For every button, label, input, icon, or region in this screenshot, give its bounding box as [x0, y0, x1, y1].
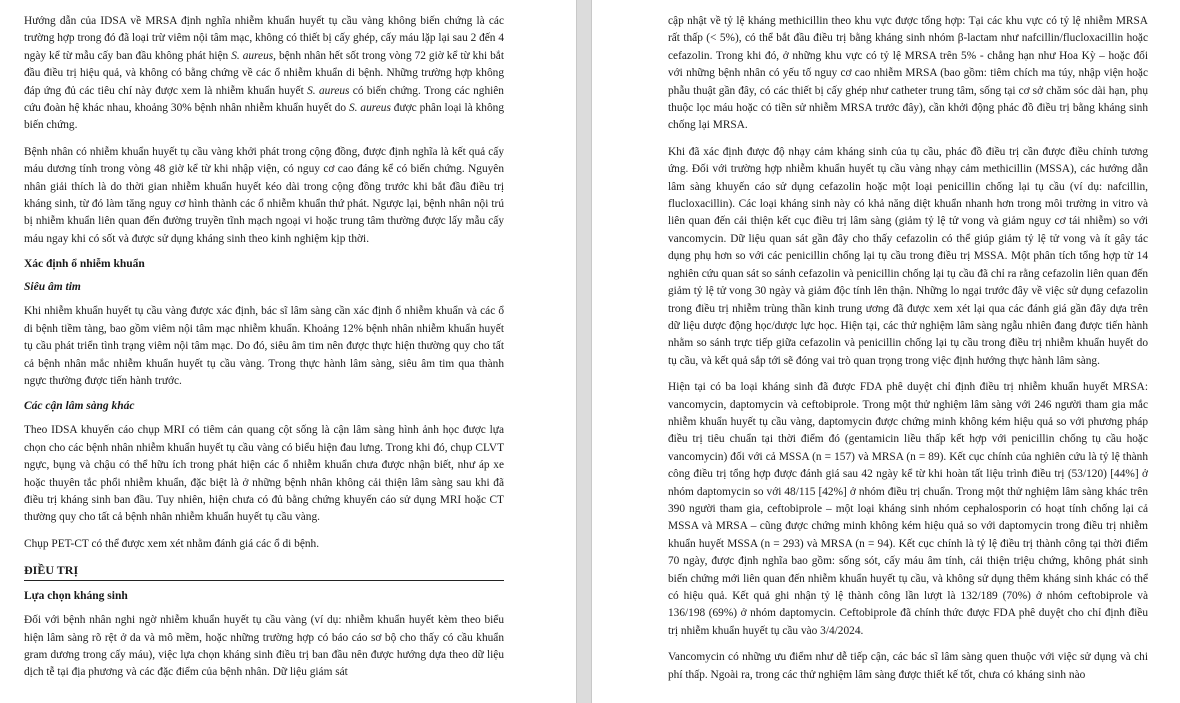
- paragraph-mrsa-antibiotics: Hiện tại có ba loại kháng sinh đã được FDA phê duyệt chỉ định điều trị nhiễm khuẩn huyết MRSA: vancomycin, daptomycin và ceftobiprole. Trong một thử nghiệm lâm sàng với 246 người tham gia mắc nhiễm khuẩn huyết tụ cầu vàng, daptomycin được chứng minh không kém hiệu quả so với phương pháp điều trị tiêu chuẩn tại thời điểm đó (gentamicin liều thấp kết hợp với penicillin chống tụ cầu hoặc vancomycin) đối với cả MSSA (n = 157) và MRSA (n = 89). Kết cục chính của nghiên cứu là tỷ lệ thành công điều trị tổng hợp được đánh giá sau 42 ngày kể từ khi hoàn tất liệu trình điều trị (53/120) [44%] ở nhóm daptomycin so với 48/115 [42%] ở nhóm điều trị chuẩn. Trong một thử nghiệm lâm sàng khác trên 390 người tham gia, ceftobiprole – một loại kháng sinh nhóm cephalosporin có hoạt tính chống lại cả MSSA và MRSA – cũng được chứng minh không kém hiệu quả so với daptomycin trong điều trị nhiễm khuẩn huyết MSSA (n = 293) và MRSA (n = 94). Kết cục chính là tỷ lệ điều trị thành công tại thời điểm 70 ngày, được định nghĩa bao gồm: sống sót, cấy máu âm tính, cải thiện triệu chứng, không phát sinh biến chứng mới liên quan đến nhiễm khuẩn huyết tụ cầu, và không sử dụng thêm kháng sinh khác có thể có hiệu quả. Kết quả ghi nhận tỷ lệ thành công lần lượt là 132/189 (70%) ở nhóm ceftobiprole và 136/198 (69%) ở nhóm daptomycin. Ceftobiprole đã chính thức được FDA phê duyệt cho chỉ định điều trị nhiễm khuẩn huyết tụ cầu vào 3/4/2024.: [668, 381, 1148, 637]
- paragraph-imaging: Theo IDSA khuyến cáo chụp MRI có tiêm cản quang cột sống là cận lâm sàng hình ảnh học được lựa chọn cho các bệnh nhân nhiễm khuẩn huyết tụ cầu vàng có biểu hiện đau lưng. Trong khi đó, chụp CLVT ngực, bụng và chậu có thể hữu ích trong phát hiện các ổ nhiễm khuẩn chưa được nhận biết, như áp xe hoặc thuyên tắc phổi nhiễm khuẩn, đặc biệt là ở những bệnh nhân không cải thiện lâm sàng sau khi đã điều trị kháng sinh ban đầu. Tuy nhiên, hiện chưa có đủ bằng chứng khuyến cáo sử dụng MRI hoặc CT thường quy cho tất cả bệnh nhân nhiễm khuẩn huyết tụ cầu vàng.: [24, 424, 504, 524]
- subheading-other-tests: Các cận lâm sàng khác: [24, 400, 135, 413]
- page-gutter: [576, 0, 592, 703]
- paragraph-pet-ct: Chụp PET-CT có thể được xem xét nhằm đánh giá các ổ di bệnh.: [24, 537, 320, 550]
- paragraph-regional-resistance: cập nhật về tỷ lệ kháng methicillin theo khu vực được tổng hợp: Tại các khu vực có tỷ lệ nhiễm MRSA rất thấp (< 5%), có thể bắt đầu điều trị bằng kháng sinh nhóm β-lactam như nafcillin/flucloxacillin hoặc cefazolin. Trong khi đó, ở những khu vực có tỷ lệ MRSA trên 5% - chẳng hạn như Hoa Kỳ – hoặc đối với những bệnh nhân có yếu tố nguy cơ cao nhiễm MRSA (bao gồm: tiêm chích ma túy, nhập viện hoặc phẫu thuật gần đây, có các thiết bị cấy ghép như catheter trung tâm, sống tại cơ sở chăm sóc dài hạn, phụ thuộc lọc máu hoặc có tiền sử nhiễm MRSA trước đây), cần khởi động phác đồ điều trị bằng kháng sinh chống lại MRSA.: [668, 15, 1148, 132]
- paragraph-echocardiography: Khi nhiễm khuẩn huyết tụ cầu vàng được xác định, bác sĩ lâm sàng cần xác định ổ nhiễm khuẩn và các ổ di bệnh tiềm tàng, bao gồm viêm nội tâm mạc nhiễm khuẩn. Khoảng 12% bệnh nhân nhiễm khuẩn huyết tụ cầu phát triển tình trạng viêm nội tâm mạc. Do đó, siêu âm tim nên được thực hiện thường quy cho tất cả bệnh nhân mắc nhiễm khuẩn huyết tụ cầu vàng. Trong thực hành lâm sàng, siêu âm tim qua thành ngực thường được tiến hành trước.: [24, 305, 504, 387]
- paragraph-community-onset: Bệnh nhân có nhiễm khuẩn huyết tụ cầu vàng khởi phát trong cộng đồng, được định nghĩa là kết quả cấy máu dương tính trong vòng 48 giờ kể từ khi nhập viện, có nguy cơ cao đáng kể có biến chứng. Nguyên nhân giải thích là do thời gian nhiễm khuẩn huyết kéo dài trong cộng đồng trước khi bắt đầu điều trị kháng sinh, từ đó làm tăng nguy cơ hình thành các ổ nhiễm khuẩn thứ phát. Ngược lại, bệnh nhân nội trú bị nhiễm khuẩn liên quan đến đường truyền tĩnh mạch ngoại vi hoặc trung tâm thường được lấy mẫu cấy máu ngay khi có sốt và được sử dụng kháng sinh theo kinh nghiệm kịp thời.: [24, 145, 504, 245]
- subheading-echocardiography: Siêu âm tim: [24, 281, 81, 294]
- paragraph-empiric-therapy: Đối với bệnh nhân nghi ngờ nhiễm khuẩn huyết tụ cầu vàng (ví dụ: nhiễm khuẩn huyết kèm theo biểu hiện lâm sàng rõ rệt ở da và mô mềm, hoặc những trường hợp có báo cáo sơ bộ cho thấy có cầu khuẩn gram dương trong cấy máu), việc lựa chọn kháng sinh điều trị ban đầu nên được hướng dựa theo dữ liệu dịch tễ tại địa phương và các đặc điểm của bệnh nhân. Dữ liệu giám sát: [24, 614, 504, 679]
- paragraph-mssa-therapy: Khi đã xác định được độ nhạy cảm kháng sinh của tụ cầu, phác đồ điều trị cần được điều chỉnh tương ứng. Đối với trường hợp nhiễm khuẩn huyết tụ cầu vàng nhạy cảm methicillin (MSSA), các hướng dẫn lâm sàng khuyến cáo sử dụng cefazolin hoặc một loại penicillin chống lại tụ cầu (ví dụ: nafcillin, flucloxacillin). Các loại kháng sinh này có khả năng diệt khuẩn nhanh hơn trong môi trường in vitro và liên quan đến cải thiện kết cục điều trị lâm sàng (giảm tỷ lệ tử vong và giảm nguy cơ tái nhiễm) so với vancomycin. Dữ liệu quan sát gần đây cho thấy cefazolin có thể giúp giảm tỷ lệ tử vong và ít gây tác dụng phụ hơn so với các penicillin chống lại tụ cầu trong điều trị MSSA. Một phân tích tổng hợp từ 14 nghiên cứu quan sát so sánh cefazolin và penicillin chống lại tụ cầu đã chỉ ra rằng cefazolin liên quan đến giảm tỷ lệ tử vong 30 ngày và giảm độc tính lên thận. Những lo ngại trước đây về việc sử dụng cefazolin trong điều trị nhiễm trùng thần kinh trung ương đã được xem xét lại qua các đánh giá gần đây dựa trên dữ liệu dược động học/dược lực học. Hiện tại, các thử nghiệm lâm sàng ngẫu nhiên đang được tiến hành nhằm so sánh trực tiếp giữa cefazolin và penicillin chống lại tụ cầu trong điều trị nhiễm khuẩn huyết do tụ cầu, và kết quả sắp tới sẽ đóng vai trò quan trọng trong việc định hướng thực hành lâm sàng.: [668, 145, 1148, 367]
- document-page-left: [0, 0, 576, 703]
- heading-antibiotic-choice: Lựa chọn kháng sinh: [24, 590, 128, 603]
- paragraph-uncomplicated-definition: Hướng dẫn của IDSA về MRSA định nghĩa nhiễm khuẩn huyết tụ cầu vàng không biến chứng là các trường hợp trong đó đã loại trừ viêm nội tâm mạc, không có thiết bị cấy ghép, cấy máu lặp lại sau 2 đến 4 ngày kể từ mẫu cấy ban đầu không phát hiện S. aureus, bệnh nhân hết sốt trong vòng 72 giờ kể từ khi bắt đầu điều trị hiệu quả, và không có bằng chứng về các ổ nhiễm khuẩn di bệnh. Những trường hợp không đáp ứng đủ các tiêu chí này được xem là nhiễm khuẩn huyết S. aureus có biến chứng. Trong các nghiên cứu đoàn hệ khác nhau, khoảng 30% bệnh nhân nhiễm khuẩn huyết do S. aureus được phân loại là không biến chứng.: [24, 15, 504, 132]
- heading-treatment: ĐIỀU TRỊ: [24, 562, 504, 581]
- heading-infection-source: Xác định ổ nhiễm khuẩn: [24, 258, 145, 271]
- document-page-right: [592, 0, 1180, 703]
- paragraph-vancomycin: Vancomycin có những ưu điểm như dễ tiếp cận, các bác sĩ lâm sàng quen thuộc với việc sử dụng và chi phí thấp. Ngoài ra, trong các thử nghiệm lâm sàng được thiết kế tốt, chưa có kháng sinh nào: [668, 651, 1148, 681]
